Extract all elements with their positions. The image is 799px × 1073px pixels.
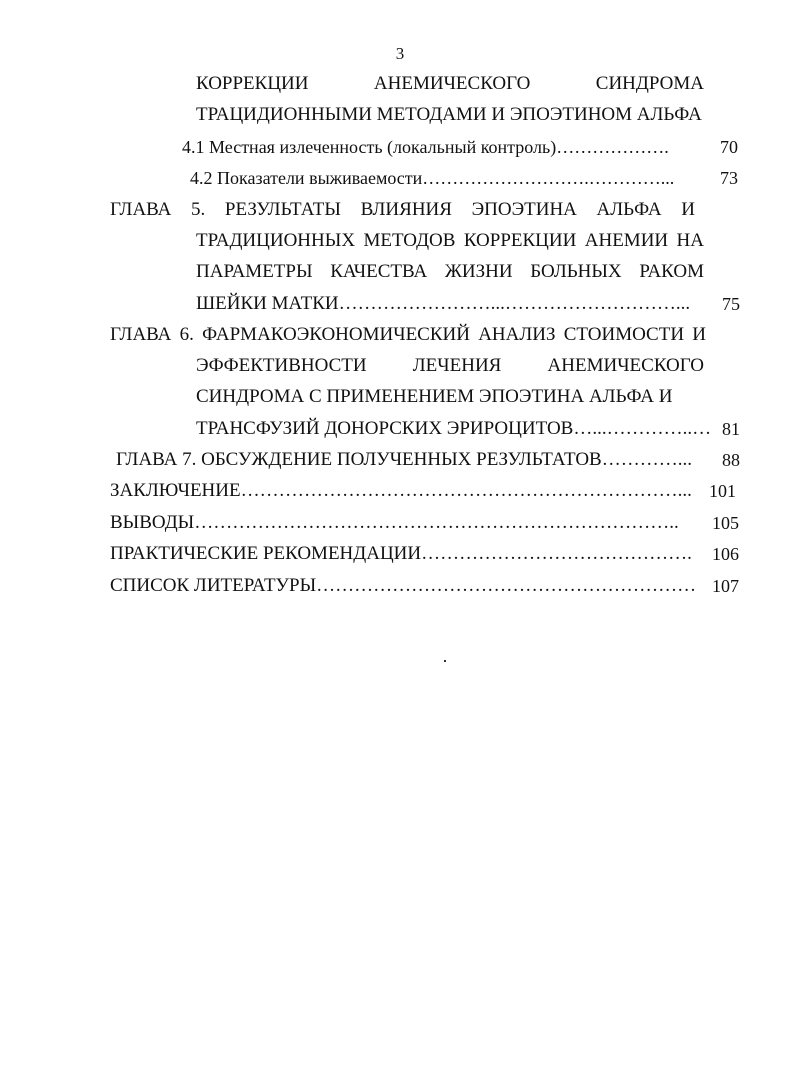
toc-line: СИНДРОМА С ПРИМЕНЕНИЕМ ЭПОЭТИНА АЛЬФА И: [196, 386, 673, 407]
toc-line: ТРАНСФУЗИЙ ДОНОРСКИХ ЭРИРОЦИТОВ…...…………..…: [196, 418, 712, 439]
toc-line: 4.2 Показатели выживаемости……………………….…………...: [190, 168, 675, 188]
toc-line: ПРАКТИЧЕСКИЕ РЕКОМЕНДАЦИИ…………………………………….: [110, 543, 692, 564]
toc-page-number: 70: [720, 137, 738, 157]
toc-line: ГЛАВА 7. ОБСУЖДЕНИЕ ПОЛУЧЕННЫХ РЕЗУЛЬТАТОВ…………...: [116, 449, 692, 470]
toc-line: СПИСОК ЛИТЕРАТУРЫ……………………………………………………: [110, 575, 697, 596]
toc-line: ЭФФЕКТИВНОСТИ ЛЕЧЕНИЯ АНЕМИЧЕСКОГО: [196, 355, 704, 376]
toc-line: ТРАЦИДИОННЫМИ МЕТОДАМИ И ЭПОЭТИНОМ АЛЬФА: [196, 104, 702, 125]
toc-page-number: 101: [709, 481, 736, 501]
toc-line: ЗАКЛЮЧЕНИЕ……………………………………………………………...: [110, 480, 692, 501]
toc-line: ПАРАМЕТРЫ КАЧЕСТВА ЖИЗНИ БОЛЬНЫХ РАКОМ: [196, 261, 704, 282]
toc-page-number: 107: [712, 576, 739, 596]
scan-speck: [444, 660, 446, 662]
toc-line: КОРРЕКЦИИ АНЕМИЧЕСКОГО СИНДРОМА: [196, 73, 704, 94]
toc-page-number: 106: [712, 544, 739, 564]
toc-line: ВЫВОДЫ…………………………………………………………………..: [110, 512, 679, 533]
toc-page-number: 88: [722, 450, 740, 470]
page-number: 3: [395, 44, 405, 63]
toc-page-number: 73: [720, 168, 738, 188]
toc-page-number: 81: [722, 419, 740, 439]
toc-line: ШЕЙКИ МАТКИ……………………...………………………...: [196, 293, 691, 314]
toc-page-number: 75: [722, 294, 740, 314]
toc-line: ГЛАВА 6. ФАРМАКОЭКОНОМИЧЕСКИЙ АНАЛИЗ СТОИМОСТИ И: [110, 324, 706, 345]
toc-line: ГЛАВА 5. РЕЗУЛЬТАТЫ ВЛИЯНИЯ ЭПОЭТИНА АЛЬФА И: [110, 199, 695, 220]
toc-page-number: 105: [712, 513, 739, 533]
toc-line: ТРАДИЦИОННЫХ МЕТОДОВ КОРРЕКЦИИ АНЕМИИ НА: [196, 230, 704, 251]
toc-line: 4.1 Местная излеченность (локальный контроль)……………….: [182, 137, 669, 157]
